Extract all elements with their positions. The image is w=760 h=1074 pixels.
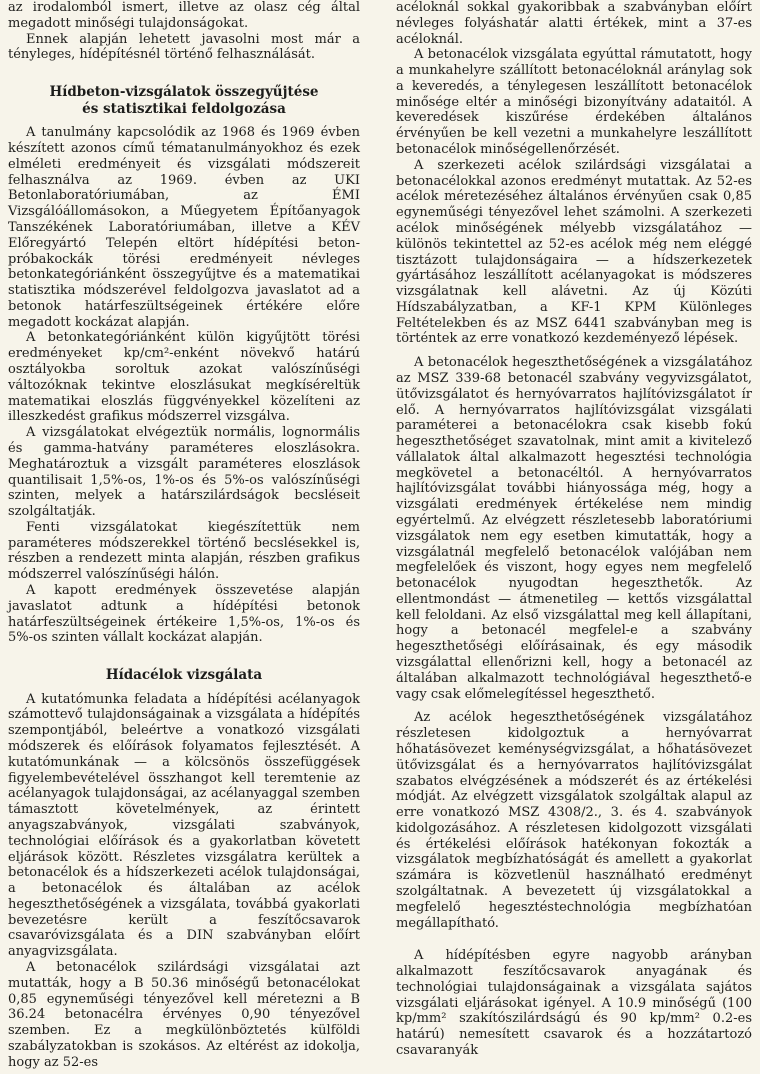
paragraph: A betonacélok vizsgálata egyúttal rámutatott, hogy a munkahelyre szállított betonacéloknál aránylag sok a keveredés, a ténylegesen leszállított betonacélok minősége eltér a minőségi bizonyítvány adataitól. A keveredések kiszűrése érdekében általános érvényűen be kell vezetni a munkahelyre leszállított betonacélok minőségellenőrzését. (396, 47, 752, 158)
paragraph: Fenti vizsgálatokat kiegészítettük nem paraméteres módszerekkel történő becslésekkel is, részben a rendezett minta alapján, részben grafikus módszerrel valószínűségi hálón. (8, 519, 360, 583)
section-heading-concrete-line1: Hídbeton-vizsgálatok összegyűjtése (49, 84, 319, 101)
paragraph: A kutatómunka feladata a hídépítési acélanyagok számottevő tulajdonságainak a vizsgálata a hídépítés szempontjából, beleértve a vonatkozó vizsgálati módszerek és előírások folyamatos fejlesztését. A kutatómunkának — a kölcsönös összefüggések figyelembevételével összhangot kell teremtenie az acélanyagok tulajdonságai, az acélanyaggal szemben támasztott követelmények, az érintett anyagszabványok, vizsgálati szabványok, technológiai előírások és a gyakorlatban követett eljárások között. Részletes vizsgálatra kerültek a betonacélok és a hídszerkezeti acélok tulajdonságai, a betonacélok és általában az acélok hegeszthetőségének a vizsgálata, továbbá gyakorlati bevezetésre került a feszítőcsavarok csavaróvizsgálata és a DIN szabványban előírt anyagvizsgálata. (8, 691, 360, 960)
section-heading-concrete-line2: és statisztikai feldolgozása (82, 100, 286, 117)
intro-paragraph: Ennek alapján lehetett javasolni most már a tényleges, hídépítésnél történő felhasználását. (8, 31, 360, 63)
paragraph: Az acélok hegeszthetőségének vizsgálatához részletesen kidolgoztuk a hernyóvarrat hőhatásövezet keménységvizsgálat, a hőhatásövezet ütővizsgálat és a hernyóvarratos hajlítóvizsgálat szabatos elvégzésének a módszerét és az értékelési módját. Az elvégzett vizsgálatok szolgáltak alapul az erre vonatkozó MSZ 4308/2., 3. és 4. szabványok kidolgozásához. A részletesen kidolgozott vizsgálati és értékelési előírások hatékonyan fokozták a vizsgálatok megbízhatóságát és amellett a gyakorlat számára is közvetlenül használható eredményt szolgáltatnak. A bevezetett új vizsgálatokkal a megfelelő hegesztéstechnológia megbízhatóan megállapítható. (396, 710, 752, 931)
paragraph-continuation: acéloknál sokkal gyakoribbak a szabványban előírt névleges folyáshatár alatti értékek, mint a 37-es acéloknál. (396, 0, 752, 47)
right-column (396, 0, 752, 1059)
paragraph: A betonacélok hegeszthetőségének a vizsgálatához az MSZ 339-68 betonacél szabvány vegyvizsgálatot, ütővizsgálatot és hernyóvarratos hajlítóvizsgálatot ír elő. A hernyóvarratos hajlítóvizsgálat vizsgálati paraméterei a betonacélokra csak kisebb fokú hegeszthetőséget szavatolnak, mint amit a kivitelező vállalatok által alkalmazott hegesztési technológia megkövetel a betonacéltól. A hernyóvarratos hajlítóvizsgálat további hiányossága még, hogy a vizsgálati eredmények értékelése nem mindig egyértelmű. Az elvégzett részletesebb laboratóriumi vizsgálatok nem egy esetben kimutatták, hogy a vizsgálatnál megfelelő betonacélok valójában nem megfelelőek és viszont, hogy egyes nem megfelelő betonacélok nyugodtan hegeszthetők. Az ellentmondást — átmenetileg — kettős vizsgálattal kell feloldani. Az első vizsgálattal meg kell állapítani, hogy a betonacél megfelel-e a szabvány hegeszthetőségi előírásainak, és egy második vizsgálattal ellenőrizni kell, hogy a betonacél az általában alkalmazott technológiával hegeszthető-e vagy csak előmelegítéssel hegeszthető. (396, 355, 752, 702)
paragraph: A hídépítésben egyre nagyobb arányban alkalmazott feszítőcsavarok anyagának és technológiai tulajdonságainak a vizsgálata sajátos vizsgálati eljárásokat igényel. A 10.9 minőségű (100 kp/mm² szakítószilárdságú és 90 kp/mm² 0.2-es határú) nemesített csavarok és a hozzátartozó csavaranyák (396, 948, 752, 1058)
paragraph: A szerkezeti acélok szilárdsági vizsgálatai a betonacélokkal azonos eredményt mutattak. Az 52-es acélok méretezéséhez általános érvényűen csak 0,85 egyneműségi tényezővel lehet számolni. A szerkezeti acélok minőségének mélyebb vizsgálatához — különös tekintettel az 52-es acélok még nem eléggé tisztázott tulajdonságaira — a hídszerkezetek gyártásához leszállított acélanyagokat is módszeres vizsgálatnak kell alávetni. Az új Közúti Hídszabályzatban, a KF-1 KPM Különleges Feltételekben és az MSZ 6441 szabványban meg is történtek az erre vonatkozó kezdeményező lépések. (396, 157, 752, 347)
section-heading-steel: Hídacélok vizsgálata (105, 667, 263, 684)
paragraph: A betonacélok szilárdsági vizsgálatai azt mutatták, hogy a B 50.36 minőségű betonacélokat 0,85 egyneműségi tényezővel kell méretezni a B 36.24 betonacélra érvényes 0,90 tényezővel szemben. Ez a megkülönböztetés külföldi szabályzatokban is szokásos. Az eltérést az idokolja, hogy az 52-es (8, 959, 360, 1070)
paragraph: A tanulmány kapcsolódik az 1968 és 1969 évben készített azonos című tématanulmányokhoz és ezek elméleti eredményeit és vizsgálati módszereit felhasználva az 1969. évben az UKI Betonlaboratóriumában, az ÉMI Vizsgálóállomásokon, a Műegyetem Építőanyagok Tanszékének Laboratóriumában, illetve a KÉV Előregyártó Telepén eltört hídépítési beton-próbakockák törési eredményeit névleges betonkategóriánként összegyűjtve és a matematikai statisztika módszerével feldolgozva javaslatot ad a betonok határfeszültségeinek értékére előre megadott kockázat alapján. (8, 125, 360, 330)
intro-continuation: az irodalomból ismert, illetve az olasz cég által megadott minőségi tulajdonságokat. (8, 0, 360, 31)
section-heading-concrete (8, 84, 360, 117)
paragraph: A kapott eredmények összevetése alapján javaslatot adtunk a hídépítési betonok határfeszültségeinek értékeire 1,5%-os, 1%-os és 5%-os szinten vállalt kockázat alapján. (8, 582, 360, 646)
paragraph: A betonkategóriánként külön kigyűjtött törési eredményeket kp/cm²-enként növekvő határú osztályokba soroltuk azokat valószínűségi változóknak tekintve eloszlásukat megkíséreltük matematikai eloszlás függvényekkel közelíteni az illeszkedést grafikus módszerrel vizsgálva. (8, 330, 360, 425)
paragraph: A vizsgálatokat elvégeztük normális, lognormális és gamma-hatvány paraméteres eloszlásokra. Meghatároztuk a vizsgált paraméteres eloszlások quantilisait 1,5%-os, 1%-os és 5%-os valószínűségi szinten, melyek a határszilárdságok becsléseit szolgáltatják. (8, 425, 360, 520)
left-column (8, 0, 360, 1070)
